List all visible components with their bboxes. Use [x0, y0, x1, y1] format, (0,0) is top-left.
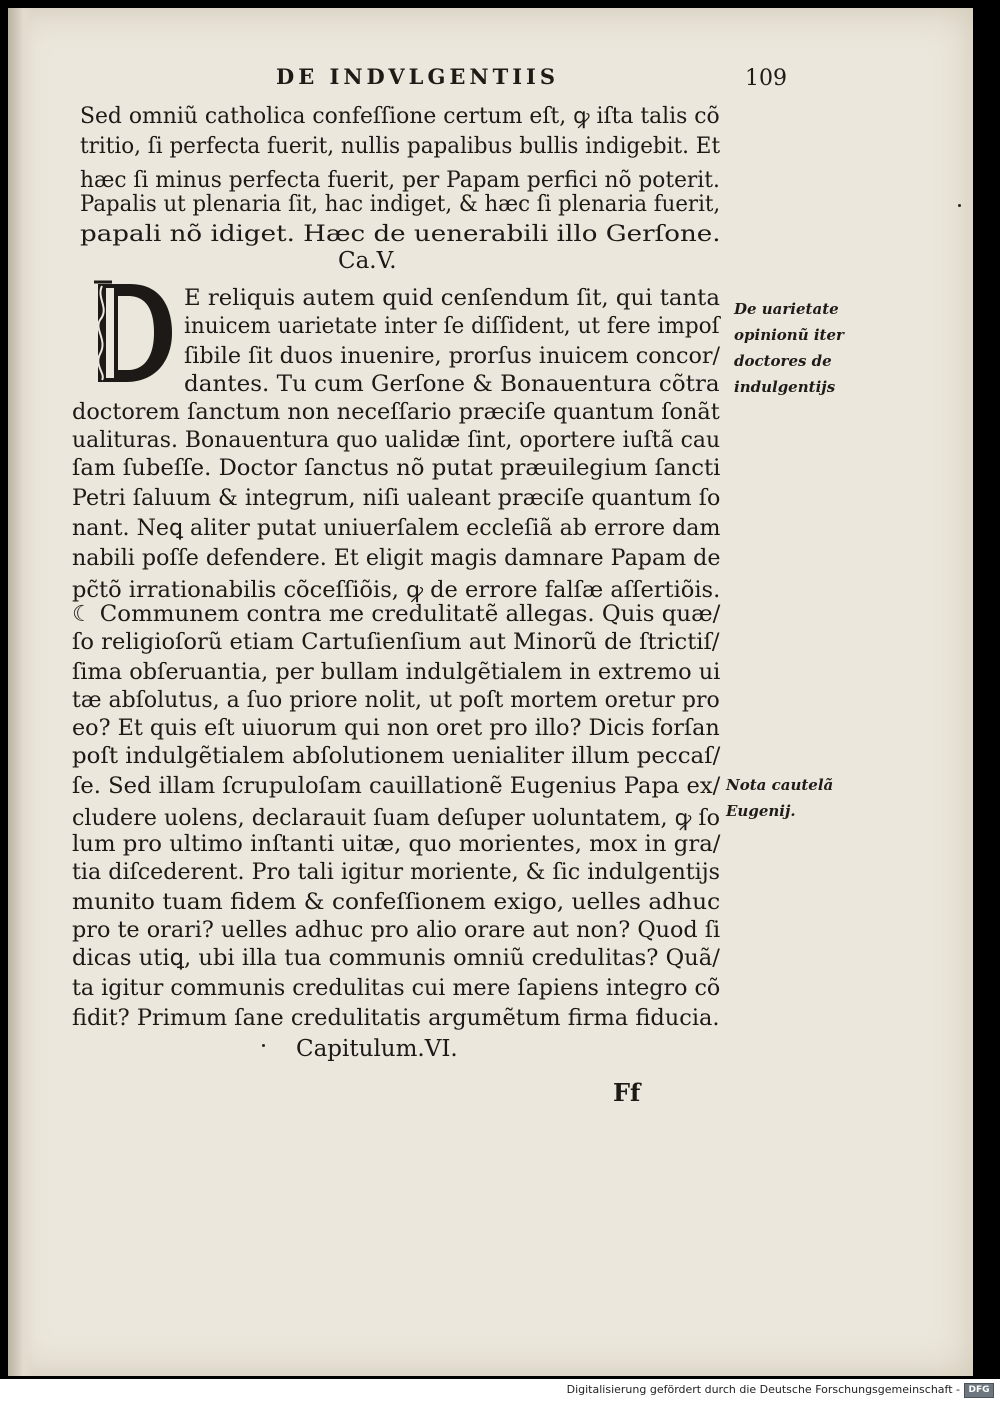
digitization-footer	[0, 1379, 1000, 1401]
text-line: ☾ Communem contra me credulitatẽ allegas. Quis quæ/	[72, 602, 721, 627]
margin-note: opinionũ iter	[734, 326, 844, 344]
text-line: ſibile ſit duos inuenire, prorſus inuicem concor/	[184, 344, 721, 369]
decorated-initial	[92, 278, 176, 388]
page-number: 109	[745, 66, 787, 91]
text-line: tia diſcederent. Pro tali igitur moriente, & ſic indulgentijs	[72, 860, 720, 885]
ink-speck	[958, 204, 961, 207]
text-line: cludere uolens, declarauit ſuam deſuper uoluntatem, ꝙ ſo	[72, 806, 720, 831]
text-line: tritio, ſi perfecta fuerit, nullis papalibus bullis indigebit. Et	[80, 134, 721, 159]
text-line: dantes. Tu cum Gerſone & Bonauentura cõtra	[184, 372, 720, 397]
text-line: ſima obſeruantia, per bullam indulgẽtialem in extremo ui	[72, 660, 721, 685]
dfg-logo: DFG	[964, 1383, 994, 1398]
text-line: tæ abſolutus, a ſuo priore nolit, ut poſt mortem oretur pro	[72, 688, 720, 713]
text-line: fidit? Primum ſane credulitatis argumẽtum firma fiducia.	[72, 1006, 720, 1031]
page-gutter	[8, 8, 34, 1376]
text-line: E reliquis autem quid cenſendum ſit, qui tanta	[184, 286, 720, 311]
margin-note: indulgentijs	[734, 378, 836, 396]
text-line: eo? Et quis eſt uiuorum qui non oret pro illo? Dicis forſan	[72, 716, 720, 741]
margin-note: De uarietate	[734, 300, 839, 318]
chapter-heading: Capitulum.VI.	[296, 1036, 458, 1062]
text-line: ualituras. Bonauentura quo ualidæ ſint, oportere iuſtã cau	[72, 428, 721, 453]
text-line: Sed omniũ catholica confeſſione certum eſt, ꝙ iſta talis cõ	[80, 104, 720, 129]
text-line: munito tuam fidem & confeſſionem exigo, uelles adhuc	[72, 890, 721, 915]
book-page	[8, 8, 973, 1376]
text-line: ta igitur communis credulitas cui mere ſapiens integro cõ	[72, 976, 721, 1001]
text-line: hæc ſi minus perfecta fuerit, per Papam perfici nõ poterit.	[80, 168, 720, 193]
text-line: Papalis ut plenaria ſit, hac indiget, & hæc ſi plenaria fuerit,	[80, 192, 721, 217]
text-line: doctorem ſanctum non neceſſario præciſe quantum ſonãt	[72, 400, 720, 425]
text-line: lum pro ultimo inſtanti uitæ, quo morientes, mox in gra/	[72, 832, 721, 857]
text-line: ſe. Sed illam ſcrupuloſam cauillationẽ Eugenius Papa ex/	[72, 774, 721, 799]
chapter-heading: Ca.V.	[338, 248, 397, 274]
running-head: DE INDVLGENTIIS	[276, 64, 560, 89]
text-line: dicas utiꝗ, ubi illa tua communis omniũ credulitas? Quã/	[72, 946, 720, 971]
text-line: ſam ſubeſſe. Doctor ſanctus nõ putat præuilegium ſancti	[72, 456, 721, 481]
footer-credit: Digitalisierung gefördert durch die Deutsche Forschungsgemeinschaft -	[566, 1383, 960, 1396]
margin-note: Eugenij.	[726, 802, 796, 820]
text-line: nabili poſſe defendere. Et eligit magis damnare Papam de	[72, 546, 721, 571]
signature-mark: Ff	[613, 1078, 641, 1107]
text-line: papali nõ idiget. Hæc de uenerabili illo Gerſone.	[80, 222, 721, 247]
margin-note: Nota cautelã	[726, 776, 834, 794]
text-line: Petri ſaluum & integrum, niſi ualeant præciſe quantum ſo	[72, 486, 721, 511]
text-line: pro te orari? uelles adhuc pro alio orare aut non? Quod ſi	[72, 918, 721, 943]
ink-speck	[262, 1044, 265, 1047]
text-line: pc̃tõ irrationabilis cõceſſiõis, ꝙ de errore falſæ aſſertiõis.	[72, 578, 721, 603]
text-line: inuicem uarietate inter ſe diſſident, ut fere impoſ	[184, 314, 720, 339]
text-line: poſt indulgẽtialem abſolutionem uenialiter illum peccaſ/	[72, 744, 721, 769]
text-line: nant. Neꝗ aliter putat uniuerſalem eccleſiã ab errore dam	[72, 516, 721, 541]
text-line: ſo religioſorũ etiam Cartuſienſium aut Minorũ de ſtrictiſ/	[72, 630, 720, 655]
margin-note: doctores de	[734, 352, 832, 370]
